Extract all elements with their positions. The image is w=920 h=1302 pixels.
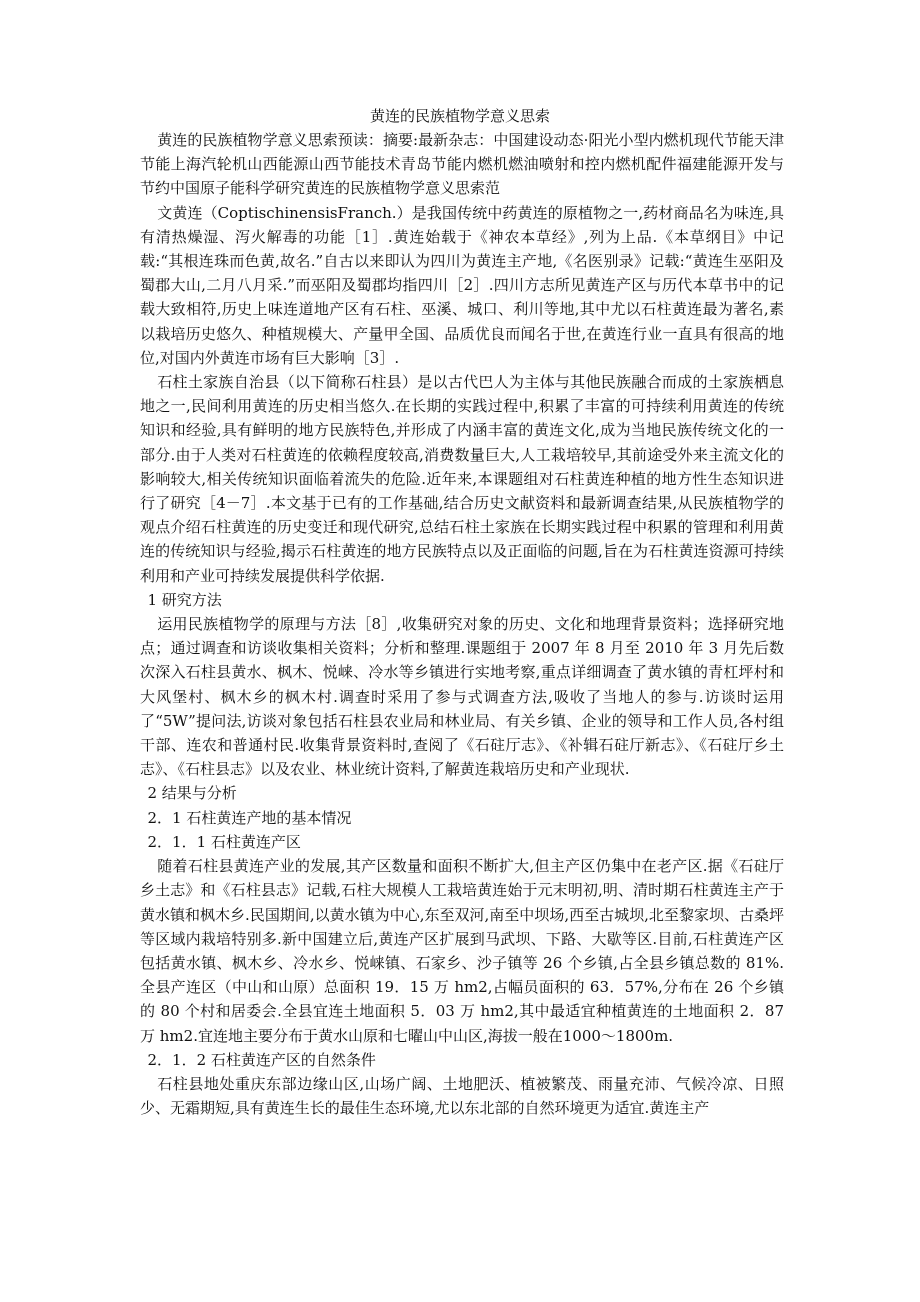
section-heading-results: 2 结果与分析 [147,784,237,803]
section-heading-methods: 1 研究方法 [147,590,222,609]
subsubsection-heading-natural-conditions: 2．1．2 石柱黄连产区的自然条件 [147,1050,376,1069]
paragraph-region: 随着石柱县黄连产业的发展,其产区数量和面积不断扩大,但主产区仍集中在老产区.据《石砫厅乡土志》和《石柱县志》记载,石柱大规模人工栽培黄连始于元末明初,明、清时期石柱黄连主产于黄水镇和枫木乡.民国期间,以黄水镇为中心,东至双河,南至中坝场,西至古城坝,北至黎家坝、古桑坪等区域内栽培特别多.新中国建立后,黄连产区扩展到马武坝、下路、大歇等区.目前,石柱黄连产区包括黄水镇、枫木乡、冷水乡、悦崃镇、石家乡、沙子镇等 26 个乡镇,占全县乡镇总数的 81%.全县产连区（中山和山原）总面积 19．15 万 hm2,占幅员面积的 63．57%,分布在 26 个乡镇的 80 个村和居委会.全县宜连土地面积 5．03 万 hm2,其中最适宜种植黄连的土地面积 2．87 万 hm2.宜连地主要分布于黄水山原和七曜山中山区,海拔一般在1000～1800m. [140,857,784,1045]
subsubsection-heading-region: 2．1．1 石柱黄连产区 [147,832,301,851]
document-body [140,128,784,1120]
document-title: 黄连的民族植物学意义思索 [369,107,550,125]
paragraph-natural-conditions: 石柱县地处重庆东部边缘山区,山场广阔、土地肥沃、植被繁茂、雨量充沛、气候冷凉、日照少、无霜期短,具有黄连生长的最佳生态环境,尤以东北部的自然环境更为适宜.黄连主产 [140,1074,784,1118]
paragraph-methods: 运用民族植物学的原理与方法［8］,收集研究对象的历史、文化和地理背景资料；选择研究地点；通过调查和访谈收集相关资料；分析和整理.课题组于 2007 年 8 月至 2010 年 3 月先后数次深入石柱县黄水、枫木、悦崃、冷水等乡镇进行实地考察,重点详细调查了黄水镇的青杠坪村和大风堡村、枫木乡的枫木村.调查时采用了参与式调查方法,吸收了当地人的参与.访谈时运用了“5W”提问法,访谈对象包括石柱县农业局和林业局、有关乡镇、企业的领导和工作人员,各村组干部、连农和普通村民.收集背景资料时,查阅了《石砫厅志》、《补辑石砫厅新志》、《石砫厅乡土志》、《石柱县志》以及农业、林业统计资料,了解黄连栽培历史和产业现状. [140,615,784,779]
paragraph-intro: 文黄连（CoptischinensisFranch.）是我国传统中药黄连的原植物之一,药材商品名为味连,具有清热燥湿、泻火解毒的功能［1］.黄连始载于《神农本草经》,列为上品.《本草纲目》中记载:“其根连珠而色黄,故名.”自古以来即认为四川为黄连主产地,《名医别录》记载:“黄连生巫阳及蜀郡大山,二月八月采.”而巫阳及蜀郡均指四川［2］.四川方志所见黄连产区与历代本草书中的记载大致相符,历史上味连道地产区有石柱、巫溪、城口、利川等地,其中尤以石柱黄连最为著名,素以栽培历史悠久、种植规模大、产量甲全国、品质优良而闻名于世,在黄连行业一直具有很高的地位,对国内外黄连市场有巨大影响［3］. [140,203,784,367]
paragraph-shizhu: 石柱土家族自治县（以下简称石柱县）是以古代巴人为主体与其他民族融合而成的土家族栖息地之一,民间利用黄连的历史相当悠久.在长期的实践过程中,积累了丰富的可持续利用黄连的传统知识和经验,具有鲜明的地方民族特色,并形成了内涵丰富的黄连文化,成为当地民族传统文化的一部分.由于人类对石柱黄连的依赖程度较高,消费数量巨大,人工栽培较早,其前途受外来主流文化的影响较大,相关传统知识面临着流失的危险.近年来,本课题组对石柱黄连种植的地方性生态知识进行了研究［4－7］.本文基于已有的工作基础,结合历史文献资料和最新调查结果,从民族植物学的观点介绍石柱黄连的历史变迁和现代研究,总结石柱土家族在长期实践过程中积累的管理和利用黄连的传统知识与经验,揭示石柱黄连的地方民族特点以及正面临的问题,旨在为石柱黄连资源可持续利用和产业可持续发展提供科学依据. [140,373,784,585]
paragraph-preview: 黄连的民族植物学意义思索预读：摘要:最新杂志：中国建设动态·阳光小型内燃机现代节能天津节能上海汽轮机山西能源山西节能技术青岛节能内燃机燃油喷射和控内燃机配件福建能源开发与节约中国原子能科学研究黄连的民族植物学意义思索范 [140,131,784,198]
subsection-heading-production-area: 2．1 石柱黄连产地的基本情况 [147,808,352,827]
